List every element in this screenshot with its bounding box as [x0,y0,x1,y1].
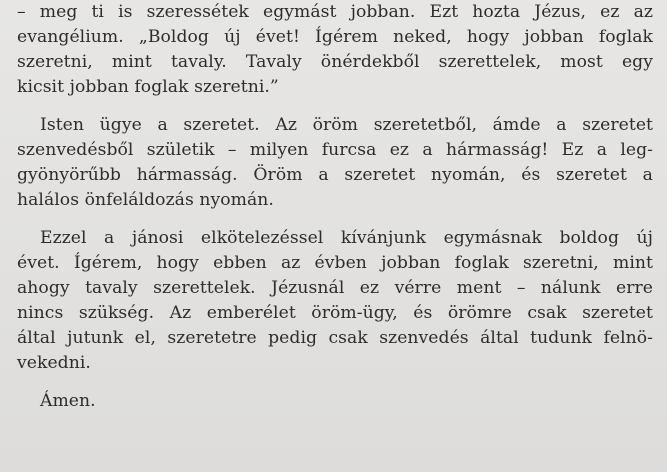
text-line: – meg ti is szeressétek egymást jobban. Ezt hozta Jézus, ez az [17,2,653,22]
text-line: Ezzel a jánosi elkötelezéssel kívánjunk egymásnak boldog új [40,228,653,248]
page-text [17,0,653,414]
text-line: evangélium. „Boldog új évet! Ígérem neked, hogy jobban foglak [17,27,654,47]
text-line: szenvedésből születik – milyen furcsa ez a hármasság! Ez a leg- [17,140,654,160]
text-line: évet. Ígérem, hogy ebben az évben jobban foglak szeretni, mint [17,253,654,273]
paragraph-3 [17,226,653,376]
text-line: által jutunk el, szeretetre pedig csak szenvedés által tudunk felnö- [17,328,654,348]
text-line: halálos önfeláldozás nyomán. [17,190,274,210]
text-line: szeretni, mint tavaly. Tavaly önérdekből szerettelek, most egy [17,52,653,72]
text-line: nincs szükség. Az emberélet öröm-ügy, és örömre csak szeretet [17,303,653,323]
text-line: kicsit jobban foglak szeretni.” [17,77,279,97]
text-line: ahogy tavaly szerettelek. Jézusnál ez vérre ment – nálunk erre [17,278,654,298]
text-line: vekedni. [17,353,91,373]
text-line: Ámen. [40,391,96,411]
paragraph-1 [17,0,653,100]
paragraph-2 [17,113,653,213]
text-line: Isten ügye a szeretet. Az öröm szeretetből, ámde a szeretet [40,115,654,135]
paragraph-4 [17,389,653,414]
text-line: gyönyörűbb hármasság. Öröm a szeretet nyomán, és szeretet a [17,165,653,185]
